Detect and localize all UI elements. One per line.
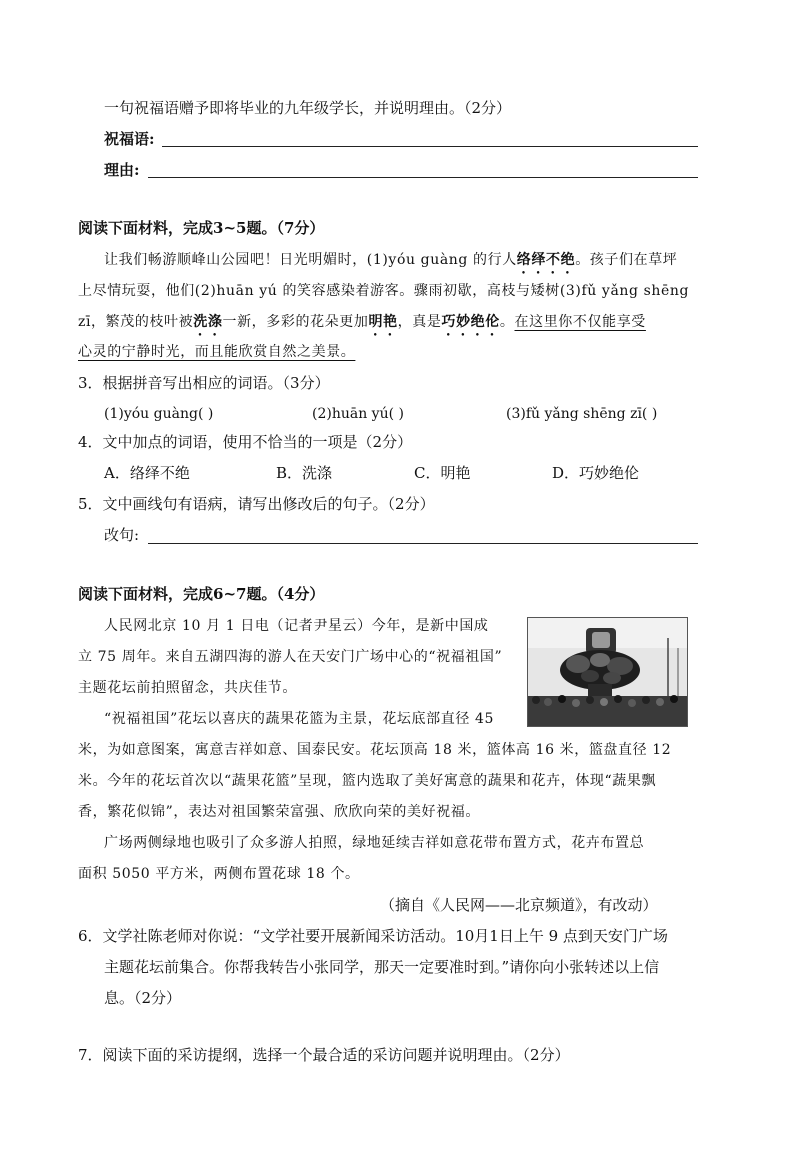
q3-prompt: 3．根据拼音写出相应的词语。（3分） bbox=[78, 374, 330, 392]
q4-option-d[interactable]: D．巧妙绝伦 bbox=[552, 464, 640, 482]
flower-basket-photo bbox=[527, 617, 688, 727]
dotted-word-xidi: 洗涤 bbox=[193, 314, 223, 330]
q6-line1: 6．文学社陈老师对你说：“文学社要开展新闻采访活动。10月1日上午 9 点到天安门广场 bbox=[78, 927, 668, 945]
reason-label: 理由: bbox=[104, 161, 140, 179]
dotted-word-luoyi: 络绎不绝 bbox=[516, 252, 576, 268]
passage2-line5: 米，为如意图案，寓意吉祥如意、国泰民安。花坛顶高 18 米，篮体高 16 米，篮盘直径 12 bbox=[78, 742, 672, 758]
underlined-sentence-part1: 在这里你不仅能享受 bbox=[514, 314, 646, 330]
passage2-line7: 香，繁花似锦”，表达对祖国繁荣富强、欣欣向荣的美好祝福。 bbox=[78, 804, 480, 820]
q7-prompt: 7．阅读下面的采访提纲，选择一个最合适的采访问题并说明理由。（2分） bbox=[78, 1046, 570, 1064]
q4-prompt: 4．文中加点的词语，使用不恰当的一项是（2分） bbox=[78, 433, 413, 451]
blessing-answer-line[interactable] bbox=[162, 146, 698, 147]
source-citation: （摘自《人民网——北京频道》，有改动） bbox=[380, 896, 658, 914]
passage2-line3: 主题花坛前拍照留念，共庆佳节。 bbox=[78, 680, 297, 696]
q5-prompt: 5．文中画线句有语病，请写出修改后的句子。（2分） bbox=[78, 495, 435, 513]
section2-heading: 阅读下面材料，完成6~7题。（4分） bbox=[78, 585, 325, 603]
reason-answer-line[interactable] bbox=[148, 177, 698, 178]
dotted-word-qiaomiao: 巧妙绝伦 bbox=[441, 314, 500, 330]
q3-item-2[interactable]: (2)huān yú( ) bbox=[312, 406, 404, 422]
q5-answer-label: 改句: bbox=[104, 526, 140, 544]
q5-answer-line[interactable] bbox=[148, 543, 698, 544]
passage1-line2: 上尽情玩耍，他们(2)huān yú 的笑容感染着游客。骤雨初歇，高枝与矮树(3)fǔ yǎng shēng bbox=[78, 283, 690, 299]
q4-option-a[interactable]: A．络绎不绝 bbox=[104, 464, 190, 482]
dotted-word-mingyan: 明艳 bbox=[368, 314, 398, 330]
passage2-line2: 立 75 周年。来自五湖四海的游人在天安门广场中心的“祝福祖国” bbox=[78, 649, 503, 665]
q3-item-1[interactable]: (1)yóu guàng( ) bbox=[104, 406, 214, 422]
q4-option-c[interactable]: C．明艳 bbox=[414, 464, 471, 482]
q6-line3: 息。（2分） bbox=[104, 989, 182, 1007]
passage2-line9: 面积 5050 平方米，两侧布置花球 18 个。 bbox=[78, 866, 360, 882]
underlined-sentence-part2: 心灵的宁静时光，而且能欣赏自然之美景。 bbox=[78, 344, 356, 360]
blessing-label: 祝福语: bbox=[104, 130, 155, 148]
q2-prompt: 一句祝福语赠予即将毕业的九年级学长，并说明理由。（2分） bbox=[104, 99, 512, 117]
passage1-line4 bbox=[78, 342, 355, 362]
section1-heading: 阅读下面材料，完成3~5题。（7分） bbox=[78, 219, 325, 237]
q3-item-3[interactable]: (3)fǔ yǎng shēng zī( ) bbox=[506, 406, 658, 422]
passage2-line4: “祝福祖国”花坛以喜庆的蔬果花篮为主景，花坛底部直径 45 bbox=[104, 711, 494, 727]
passage2-line8: 广场两侧绿地也吸引了众多游人拍照，绿地延续吉祥如意花带布置方式，花卉布置总 bbox=[104, 835, 645, 851]
q4-option-b[interactable]: B．洗涤 bbox=[276, 464, 333, 482]
passage1-line1: 让我们畅游顺峰山公园吧！日光明媚时，(1)yóu guàng 的行人络绎不绝。孩子们在草坪 bbox=[104, 252, 678, 268]
passage2-line1: 人民网北京 10 月 1 日电（记者尹星云）今年，是新中国成 bbox=[104, 618, 489, 634]
passage1-line3: zī，繁茂的枝叶被洗涤一新，多彩的花朵更加明艳，真是巧妙绝伦。在这里你不仅能享受 bbox=[78, 314, 646, 330]
passage2-line6: 米。今年的花坛首次以“蔬果花篮”呈现，篮内选取了美好寓意的蔬果和花卉，体现“蔬果飘 bbox=[78, 773, 657, 789]
q6-line2: 主题花坛前集合。你帮我转告小张同学，那天一定要准时到。”请你向小张转述以上信 bbox=[104, 958, 660, 976]
